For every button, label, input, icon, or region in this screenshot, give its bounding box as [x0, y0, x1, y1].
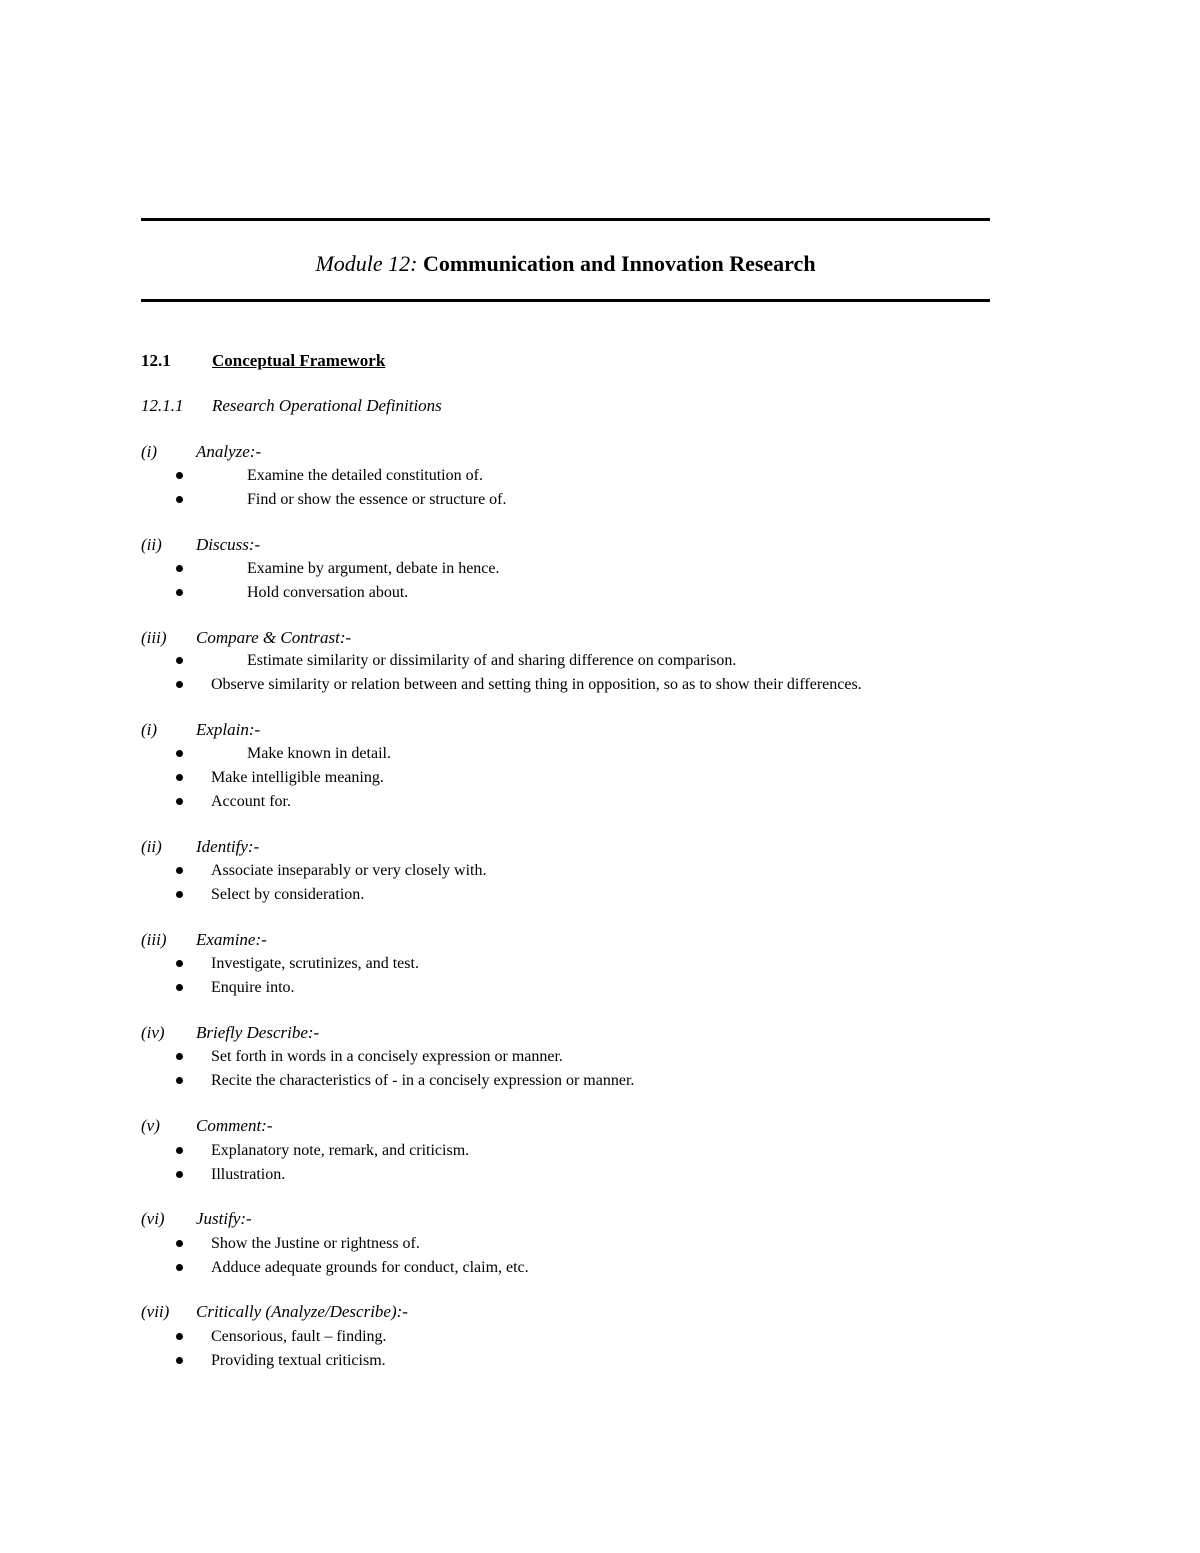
list-item: Hold conversation about.: [247, 584, 409, 601]
bullet-icon: [176, 1264, 183, 1271]
section-number: 12.1: [141, 351, 171, 370]
bullet-icon: [176, 1077, 183, 1084]
list-item: Illustration.: [211, 1166, 286, 1183]
term-number: (iv): [141, 1023, 165, 1042]
bullet-icon: [176, 681, 183, 688]
term-label: Compare & Contrast:-: [196, 628, 352, 647]
bullet-icon: [176, 750, 183, 757]
term-label: Explain:-: [196, 720, 261, 739]
list-item: Select by consideration.: [211, 886, 365, 903]
top-rule: [141, 218, 990, 221]
list-item: Associate inseparably or very closely with.: [211, 862, 487, 879]
bullet-icon: [176, 984, 183, 991]
term-label: Examine:-: [196, 930, 267, 949]
term-label: Comment:-: [196, 1116, 273, 1135]
term-label: Justify:-: [196, 1209, 252, 1228]
bullet-icon: [176, 1357, 183, 1364]
bullet-icon: [176, 657, 183, 664]
bullet-icon: [176, 774, 183, 781]
list-item: Recite the characteristics of - in a concisely expression or manner.: [211, 1072, 635, 1089]
bullet-icon: [176, 1171, 183, 1178]
bullet-icon: [176, 867, 183, 874]
list-item: Account for.: [211, 793, 291, 810]
term-label: Identify:-: [196, 837, 260, 856]
term-label: Analyze:-: [196, 442, 262, 461]
list-item: Examine the detailed constitution of.: [247, 467, 483, 484]
list-item: Set forth in words in a concisely expression or manner.: [211, 1048, 563, 1065]
term-number: (i): [141, 720, 158, 739]
term-label: Critically (Analyze/Describe):-: [196, 1302, 408, 1321]
term-number: (v): [141, 1116, 160, 1135]
title-prefix: Module 12:: [315, 251, 418, 276]
list-item: Examine by argument, debate in hence.: [247, 560, 500, 577]
term-number: (vi): [141, 1209, 165, 1228]
bullet-icon: [176, 472, 183, 479]
list-item: Estimate similarity or dissimilarity of and sharing difference on comparison.: [247, 652, 737, 669]
page-title: [141, 249, 990, 279]
list-item: Adduce adequate grounds for conduct, claim, etc.: [211, 1259, 529, 1276]
term-number: (i): [141, 442, 158, 461]
bullet-icon: [176, 589, 183, 596]
term-number: (ii): [141, 837, 162, 856]
bullet-icon: [176, 1240, 183, 1247]
list-item: Investigate, scrutinizes, and test.: [211, 955, 419, 972]
list-item: Find or show the essence or structure of.: [247, 491, 507, 508]
list-item: Censorious, fault – finding.: [211, 1328, 387, 1345]
list-item: Explanatory note, remark, and criticism.: [211, 1142, 470, 1159]
term-label: Briefly Describe:-: [196, 1023, 320, 1042]
term-number: (iii): [141, 628, 167, 647]
list-item: Observe similarity or relation between and setting thing in opposition, so as to show their differences.: [211, 676, 862, 693]
bullet-icon: [176, 1147, 183, 1154]
section-title: Conceptual Framework: [212, 351, 386, 370]
bullet-icon: [176, 891, 183, 898]
subsection-number: 12.1.1: [141, 396, 184, 415]
bullet-icon: [176, 565, 183, 572]
bullet-icon: [176, 960, 183, 967]
list-item: Enquire into.: [211, 979, 295, 996]
term-number: (ii): [141, 535, 162, 554]
list-item: Make intelligible meaning.: [211, 769, 384, 786]
bullet-icon: [176, 798, 183, 805]
bottom-rule: [141, 299, 990, 302]
subsection-title: Research Operational Definitions: [212, 396, 442, 415]
bullet-icon: [176, 496, 183, 503]
term-number: (iii): [141, 930, 167, 949]
term-label: Discuss:-: [196, 535, 261, 554]
bullet-icon: [176, 1333, 183, 1340]
list-item: Providing textual criticism.: [211, 1352, 386, 1369]
list-item: Make known in detail.: [247, 745, 391, 762]
title-main: Communication and Innovation Research: [422, 251, 816, 276]
term-number: (vii): [141, 1302, 170, 1321]
bullet-icon: [176, 1053, 183, 1060]
list-item: Show the Justine or rightness of.: [211, 1235, 420, 1252]
